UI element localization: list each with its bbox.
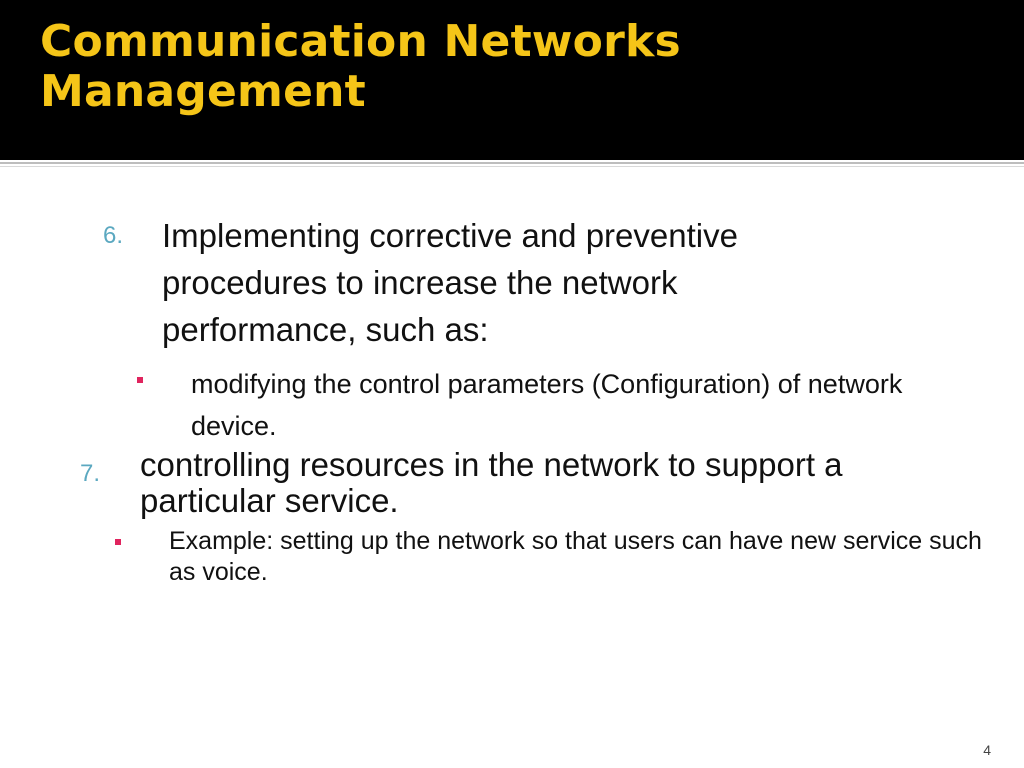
- slide-title: Communication Networks Management: [40, 16, 681, 117]
- sub-item-example: Example: setting up the network so that users can have new service such as voice.: [169, 527, 982, 586]
- list-number-6: 6.: [103, 222, 124, 249]
- square-bullet-icon: [115, 539, 121, 545]
- title-bar: [0, 0, 1024, 160]
- list-item-text-7: controlling resources in the network to support a particular service.: [140, 446, 843, 519]
- page-number: 4: [983, 742, 991, 758]
- list-item-text-6: Implementing corrective and preventive procedures to increase the network performance, such as:: [162, 217, 738, 348]
- title-divider-secondary: [0, 166, 1024, 167]
- square-bullet-icon: [137, 377, 143, 383]
- list-number-7: 7.: [80, 460, 101, 487]
- title-divider: [0, 162, 1024, 164]
- sub-item-configuration: modifying the control parameters (Configuration) of network device.: [191, 369, 903, 441]
